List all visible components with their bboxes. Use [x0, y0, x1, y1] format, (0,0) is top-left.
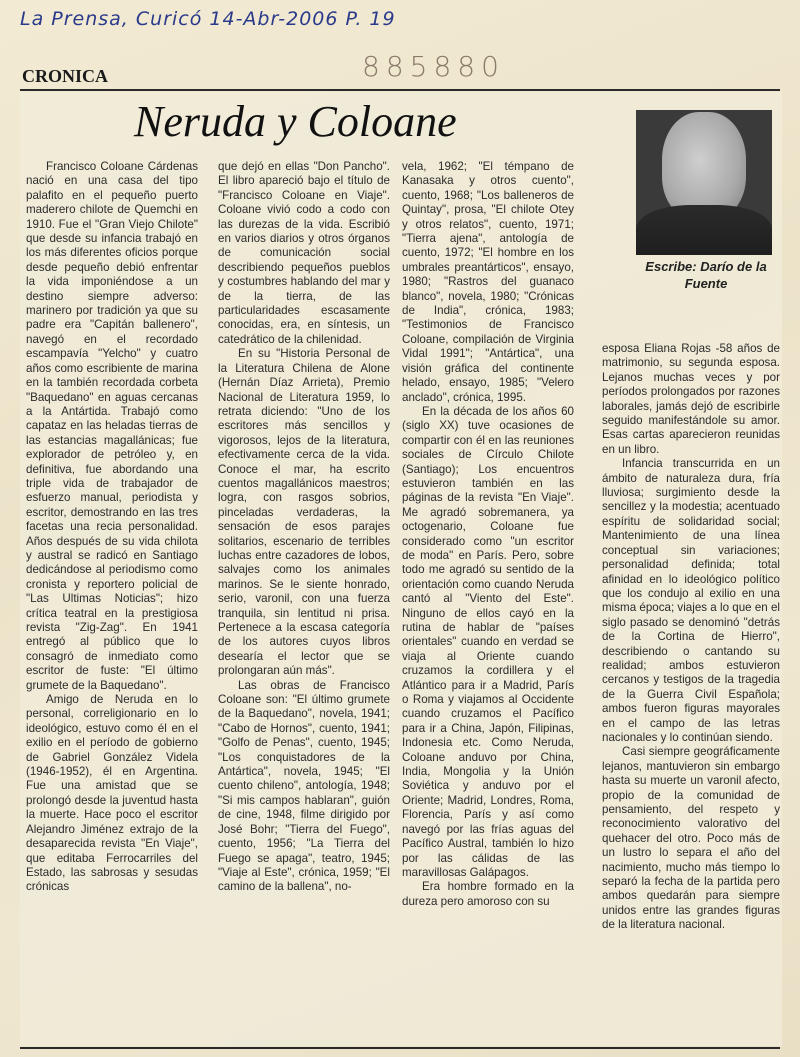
article-column-4 — [602, 342, 780, 933]
author-portrait-icon — [636, 110, 772, 255]
photo-caption: Escribe: Darío de la Fuente — [645, 259, 767, 291]
article-paragraph: Las obras de Francisco Coloane son: "El último grumete de la Baquedano", novela, 1941; "Cabo de Hornos", cuento, 1941; "Golfo de Penas", cuento, 1945; "Los conquistadores de la Antártica", novela, 1945; "El cuento chileno", antología, 1948; "Si mis campos hablaran", guión de cine, 1948, filme dirigido por José Bohr; "Tierra del Fuego", cuento, 1956; "La Tierra del Fuego se apaga", teatro, 1945; "Viaje al Este", crónica, 1959; "El camino de la ballena", no- — [218, 678, 390, 894]
archive-number: 885880 — [362, 50, 505, 83]
article-paragraph: En su "Historia Personal de la Literatura Chilena de Alone (Hernán Díaz Arrieta), Premio Nacional de Literatura 1959, lo retrata diciendo: "Uno de los escritores más sencillos y vigorosos, lejos de la literatura, efectivamente cerca de la vida. Conoce el mar, ha escrito cuentos magallánicos maestros; logra, con rasgos sobrios, pinceladas verdaderas, la sensación de esos parajes solitarios, escenario de terribles luchas entre cazadores de lobos, salvajes como los animales marinos. Se le siente honrado, serio, varonil, con una fuerza tranquila, sin lentitud ni prisa. Pertenece a la escasa categoría de los autores cuyos libros desearía el lector que se prolongaran aún más". — [218, 347, 390, 678]
article-paragraph: esposa Eliana Rojas -58 años de matrimonio, su segunda esposa. Lejanos muchas veces y por períodos prolongados por razones laborales, jamás dejó de escribirle seguido manifestándole su amor. Esas cartas aparecieron reunidas en un libro. — [602, 342, 780, 456]
portrait-head — [662, 112, 746, 220]
article-paragraph: vela, 1962; "El témpano de Kanasaka y otros cuento", cuento, 1968; "Los balleneros de Quintay", prosa, "El chilote Otey y otros relatos", cuento, 1971; "Tierra ajena", antología de cuento, 1972; "El hombre en los umbrales preantárticos", ensayo, 1980; "Rastros del guanaco blanco", novela, 1980; "Crónicas de India", crónica, 1983; "Testimonios de Francisco Coloane, compilación de Virginia Vidal 1991"; "Antártica", una visión gráfica del continente helado, ensayo, 1985; "Velero anclado", crónica, 1995. — [402, 160, 574, 404]
article-paragraph: En la década de los años 60 (siglo XX) tuve ocasiones de compartir con él en las reuniones sociales de Círculo Chilote (Santiago); Los encuentros estuvieron también en las páginas de la revista "En Viaje". Me agradó sobremanera, ya octogenario, Coloane fue considerado como "un escritor de moda" en París. Pero, sobre todo me agradó su sentido de la orientación como cuando Neruda cantó al "Viento del Este". Ninguno de ellos cayó en la rutina de hablar de "países orientales" cuando en verdad se viaja al Oriente cuando cruzamos la cordillera y el Atlántico para ir a Madrid, París o Roma y viajamos al Occidente cuando cruzamos el Pacífico para ir a China, Japón, Filipinas, Indonesia etc. Como Neruda, Coloane anduvo por China, India, Mongolia y la Unión Soviética y anduvo por el Oriente; Madrid, Londres, Roma, Florencia, París y así como navegó por las frías aguas del Pacífico Austral, también lo hizo por las cálidas de las maravillosas Galápagos. — [402, 404, 574, 879]
section-label: CRONICA — [22, 66, 109, 86]
article-paragraph: Francisco Coloane Cárdenas nació en una casa del tipo palafito en el pequeño puerto maderero chilote de Quemchi en 1910. Fue el "Gran Viejo Chilote" que desde su infancia trabajó en los más diferentes oficios porque desde pequeño debió enfrentar la vida imponiéndose a un destino siempre adverso: marinero por tradición ya que su padre era "Capitán ballenero", navegó en el recordado escampavía "Yelcho" y cuatro años como escribiente de marina en la también recordada corbeta "Baquedano" en aguas cercanas a la Antártida. Trabajó como capataz en las heladas tierras de las estancias magallánicas; fue explorador de petróleo y, en definitiva, fue abordando una triple vida de trabajador de esfuerzo manual, periodista y escritor, demostrando en las tres facetas una recia personalidad. Años después de su vida chilota y austral se radicó en Santiago dedicándose al periodismo como cronista y reportero policial de "Las Ultimas Noticias"; hizo crítica teatral en la prestigiosa revista "Zig-Zag". En 1941 entregó al público que lo consagró de inmediato como escritor de fuste: "El último grumete de la Baquedano". — [26, 160, 198, 692]
top-rule — [20, 89, 780, 91]
handwritten-source-note: La Prensa, Curicó 14-Abr-2006 P. 19 — [20, 8, 396, 30]
article-column-3 — [402, 160, 574, 909]
article-paragraph: Infancia transcurrida en un ámbito de naturaleza dura, fría lluviosa; surgimiento desde la sencillez y la modestia; acentuado espíritu de solidaridad social; Mantenimiento de una línea conceptual sin variaciones; personalidad definida; total afinidad en lo ideológico político que los condujo al exilio en una misma época; viajes a lo que en el siglo pasado se denominó "detrás de la Cortina de Hierro", describiendo o cantando su realidad; ambos estuvieron cercanos y testigos de la tragedia de la Guerra Civil Española; ambos fueron figuras mayorales en el campo de las letras nacionales y lo continúan siendo. — [602, 457, 780, 744]
headline: Neruda y Coloane — [134, 97, 457, 146]
portrait-suit — [636, 205, 772, 255]
article-column-2 — [218, 160, 390, 895]
article-paragraph: Amigo de Neruda en lo personal, correligionario en lo ideológico, estuvo como él en el exilio en el período de gobierno de Gabriel González Videla (1946-1952), él en Argentina. Fue una amistad que se prolongó desde la juventud hasta la muerte. Hace poco el escritor Alejandro Jiménez extrajo de la desaparecida revista "En Viaje", que editaba Ferrocarriles del Estado, las sabrosas y sesudas crónicas — [26, 693, 198, 894]
bottom-rule — [20, 1047, 780, 1049]
article-column-1 — [26, 160, 198, 895]
article-paragraph: que dejó en ellas "Don Pancho". El libro apareció bajo el título de "Francisco Coloane en Viaje". Coloane vivió codo a codo con las durezas de la vida. Escribió en varios diarios y otros órganos de comunicación social describiendo pequeños pueblos y costumbres hablando del mar y de la tierra, de las particularidades escasamente conocidas, era, en síntesis, un catedrático de la chilenidad. — [218, 160, 390, 346]
article-paragraph: Era hombre formado en la dureza pero amoroso con su — [402, 880, 574, 908]
article-paragraph: Casi siempre geográficamente lejanos, mantuvieron sin embargo hasta su muerte un varonil afecto, propio de la comunidad de pensamiento, del respeto y reconocimiento valorativo del quehacer del otro. Poco más de un lustro lo separa el año del nacimiento, mucho más tiempo lo separó la fecha de la partida pero ambos quedarán para siempre unidos entre las grandes figuras de la literatura nacional. — [602, 745, 780, 932]
